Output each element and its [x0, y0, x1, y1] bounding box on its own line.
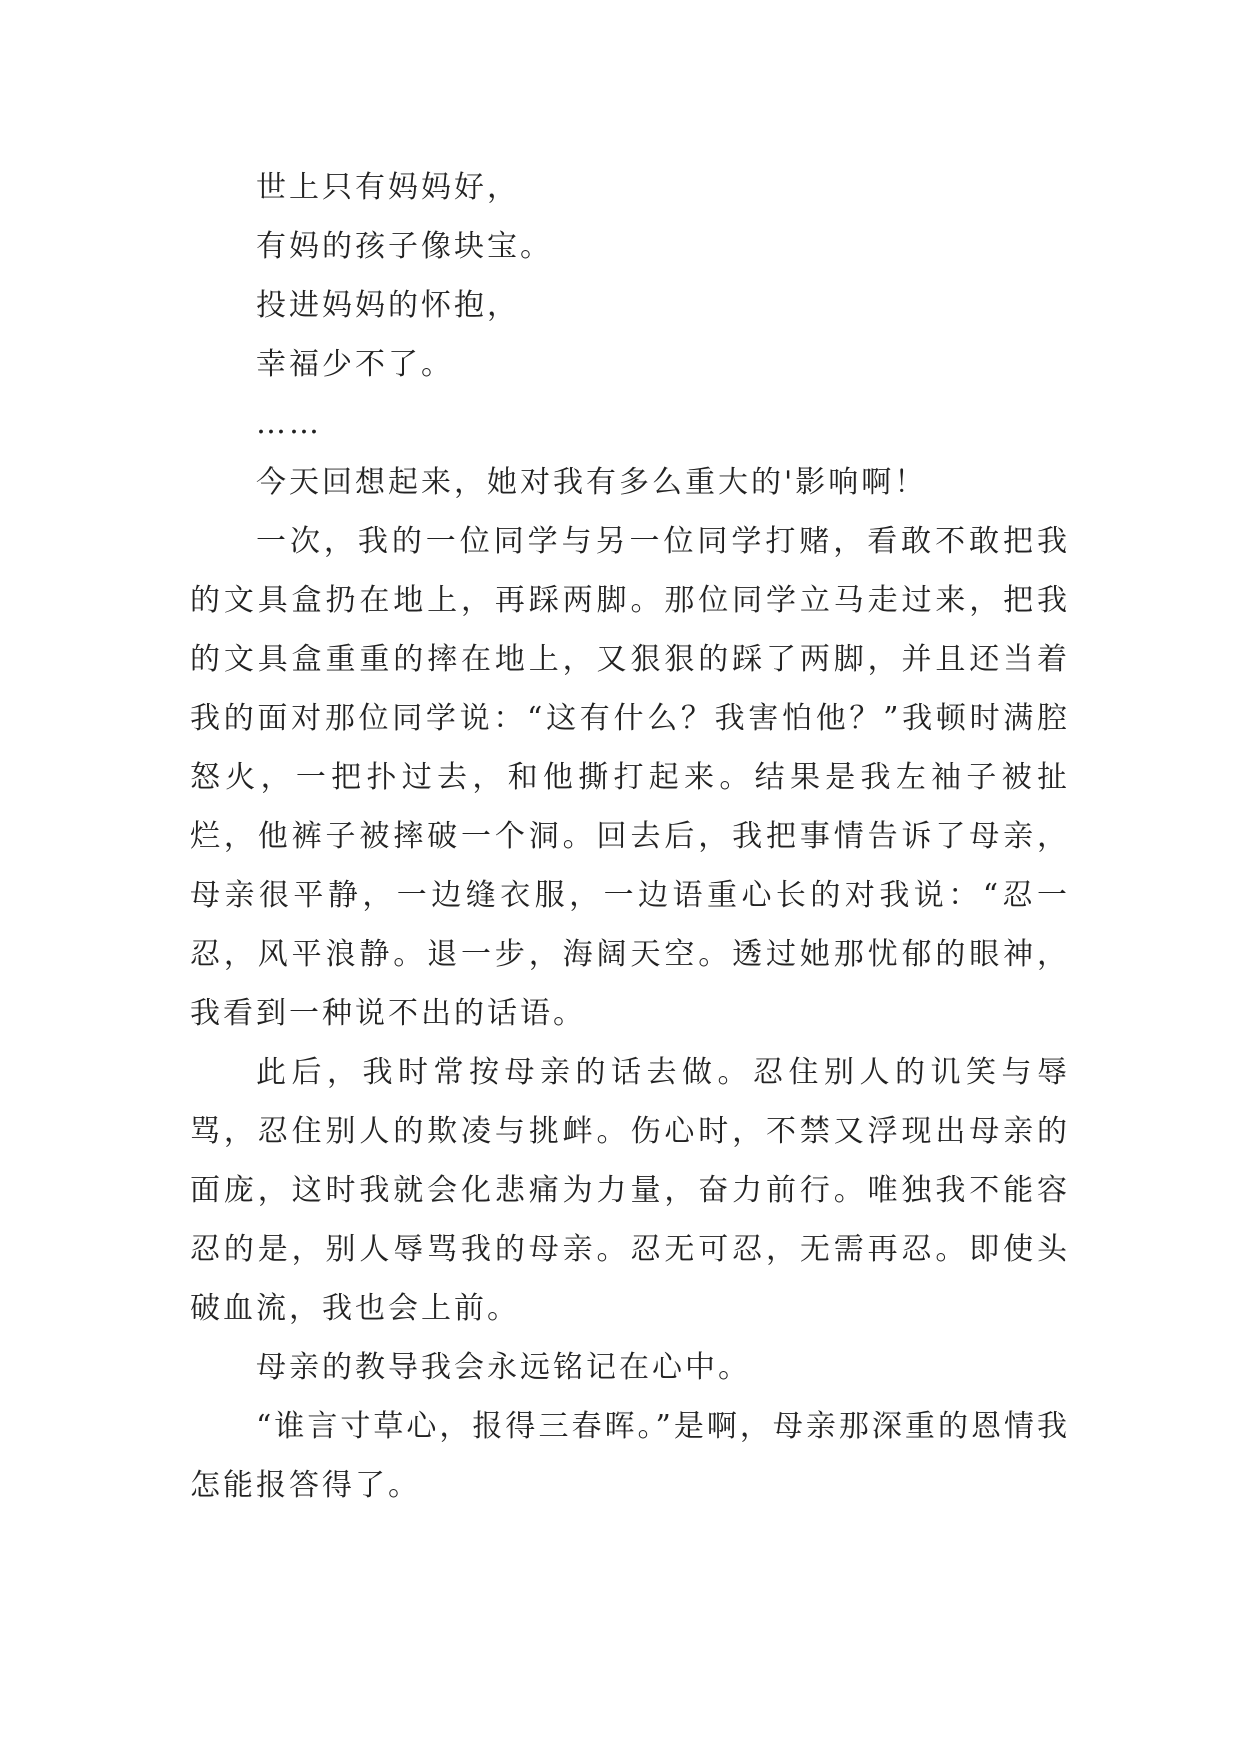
poem-line: 有妈的孩子像块宝。: [256, 229, 553, 264]
paragraph-reflection: 今天回想起来，她对我有多么重大的'影响啊！: [256, 465, 928, 500]
paragraph-story: 一次，我的一位同学与另一位同学打赌，看敢不敢把我的文具盒扔在地上，再踩两脚。那位同学立马走过来，把我的文具盒重重的摔在地上，又狠狠的踩了两脚，并且还当着我的面对那位同学说：“这有什么？我害怕他？”我顿时满腔怒火，一把扑过去，和他撕打起来。结果是我左袖子被扯烂，他裤子被摔破一个洞。回去后，我把事情告诉了母亲，母亲很平静，一边缝衣服，一边语重心长的对我说：“忍一忍，风平浪静。退一步，海阔天空。透过她那忧郁的眼神，我看到一种说不出的话语。: [190, 524, 1070, 1031]
paragraph-aftermath: 此后，我时常按母亲的话去做。忍住别人的讥笑与辱骂，忍住别人的欺凌与挑衅。伤心时，不禁又浮现出母亲的面庞，这时我就会化悲痛为力量，奋力前行。唯独我不能容忍的是，别人辱骂我的母亲。忍无可忍，无需再忍。即使头破血流，我也会上前。: [190, 1055, 1070, 1326]
poem-line: 幸福少不了。: [256, 347, 454, 382]
document-body: [190, 158, 1070, 1515]
paragraph-teaching: 母亲的教导我会永远铭记在心中。: [256, 1350, 751, 1385]
paragraph-closing: “谁言寸草心，报得三春晖。”是啊，母亲那深重的恩情我怎能报答得了。: [190, 1409, 1070, 1503]
poem-block: [190, 158, 1070, 453]
poem-line: 投进妈妈的怀抱，: [256, 288, 520, 323]
poem-line: 世上只有妈妈好，: [256, 170, 520, 205]
poem-ellipsis: ……: [256, 406, 322, 441]
